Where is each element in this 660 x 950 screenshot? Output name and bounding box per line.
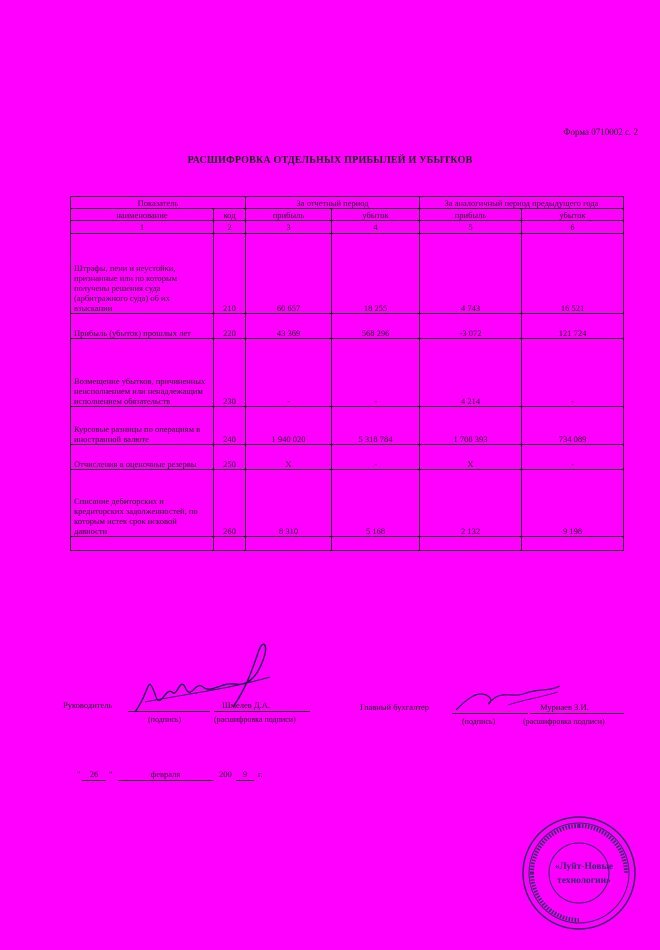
head-name: Шмелев Д.А. xyxy=(222,700,271,710)
head-sign-caption: (подпись) xyxy=(148,715,182,724)
row-previous-loss: - xyxy=(522,445,624,470)
row-code: 220 xyxy=(214,314,246,339)
row-name: Прибыль (убыток) прошлых лет xyxy=(71,314,214,339)
stamp-text-line1: «Луйт-Новые xyxy=(554,862,614,872)
col-number: 1 xyxy=(71,221,214,234)
head-name-line xyxy=(214,711,310,712)
table-row xyxy=(71,470,624,537)
col-number: 2 xyxy=(214,221,246,234)
table-row xyxy=(71,407,624,445)
header-current-period: За отчетный период xyxy=(246,197,420,209)
accountant-sign-caption: (подпись) xyxy=(462,717,496,726)
col-number: 4 xyxy=(332,221,420,234)
row-previous-loss: 121 724 xyxy=(522,314,624,339)
row-name: Отчисления в оценочные резервы xyxy=(71,445,214,470)
row-current-loss: 5 168 xyxy=(332,470,420,537)
table-row xyxy=(71,314,624,339)
accountant-name-caption: (расшифровка подписи) xyxy=(523,717,605,726)
date-open-quote: " xyxy=(77,769,81,779)
row-code: 260 xyxy=(214,470,246,537)
row-code: 250 xyxy=(214,445,246,470)
subheader-loss: убыток xyxy=(332,209,420,221)
row-current-profit: 1 940 020 xyxy=(246,407,332,445)
date-close-quote: " xyxy=(109,769,113,779)
row-previous-loss: 16 521 xyxy=(522,234,624,314)
row-code: 210 xyxy=(214,234,246,314)
subheader-code: код xyxy=(214,209,246,221)
row-name: Возмещение убытков, причиненных неисполнением или ненадлежащим исполнением обязательств xyxy=(71,339,214,407)
row-current-profit: - xyxy=(246,339,332,407)
row-previous-loss: 734 089 xyxy=(522,407,624,445)
row-current-loss: 18 255 xyxy=(332,234,420,314)
date-year-prefix: 200 xyxy=(219,769,232,779)
date-year-line xyxy=(236,780,254,781)
company-stamp xyxy=(520,814,638,932)
row-name: Списание дебиторских и кредиторских задолженностей, по которым истек срок исковой давности xyxy=(71,470,214,537)
head-signature xyxy=(125,632,275,727)
row-previous-profit: 4 214 xyxy=(420,339,522,407)
subheader-profit-prev: прибыль xyxy=(420,209,522,221)
row-current-profit: 8 310 xyxy=(246,470,332,537)
stamp-text-line2: технологии» xyxy=(557,876,611,886)
header-indicator: Показатель xyxy=(71,197,246,209)
table-row-empty xyxy=(71,537,624,551)
row-previous-profit: 1 708 393 xyxy=(420,407,522,445)
row-name: Курсовые разницы по операциям в иностранной валюте xyxy=(71,407,214,445)
form-code: Форма 0710002 с. 2 xyxy=(563,127,638,137)
accountant-name-line xyxy=(530,713,624,714)
head-label: Руководитель xyxy=(63,700,113,710)
table-row xyxy=(71,234,624,314)
row-code: 240 xyxy=(214,407,246,445)
row-previous-profit: -3 072 xyxy=(420,314,522,339)
accountant-label: Главный бухгалтер xyxy=(360,702,430,712)
row-current-loss: - xyxy=(332,339,420,407)
table-row xyxy=(71,445,624,470)
date-month-line xyxy=(118,780,213,781)
row-previous-profit: Х xyxy=(420,445,522,470)
row-previous-profit: 2 132 xyxy=(420,470,522,537)
header-previous-period: За аналогичный период предыдущего года xyxy=(420,197,624,209)
row-previous-loss: - xyxy=(522,339,624,407)
subheader-profit: прибыль xyxy=(246,209,332,221)
row-current-loss: 5 318 784 xyxy=(332,407,420,445)
row-current-loss: - xyxy=(332,445,420,470)
date-year-suffix: 9 xyxy=(242,769,248,779)
head-name-caption: (расшифровка подписи) xyxy=(214,715,296,724)
subheader-loss-prev: убыток xyxy=(522,209,624,221)
row-code: 230 xyxy=(214,339,246,407)
subheader-name: наименование xyxy=(71,209,214,221)
row-previous-profit: 4 743 xyxy=(420,234,522,314)
profits-losses-table xyxy=(70,196,624,551)
date-month: февраля xyxy=(150,769,181,779)
row-current-loss: 568 296 xyxy=(332,314,420,339)
table-row xyxy=(71,339,624,407)
date-year-end: г. xyxy=(258,769,263,779)
document-title: РАСШИФРОВКА ОТДЕЛЬНЫХ ПРИБЫЛЕЙ И УБЫТКОВ xyxy=(187,155,473,166)
row-previous-loss: 9 198 xyxy=(522,470,624,537)
row-current-profit: 43 369 xyxy=(246,314,332,339)
row-current-profit: Х xyxy=(246,445,332,470)
col-number: 3 xyxy=(246,221,332,234)
accountant-name: Муриаев З.И. xyxy=(540,702,589,712)
date-day: 26 xyxy=(89,769,99,779)
col-number: 5 xyxy=(420,221,522,234)
row-current-profit: 60 657 xyxy=(246,234,332,314)
date-day-line xyxy=(82,780,106,781)
col-number: 6 xyxy=(522,221,624,234)
row-name: Штрафы, пени и неустойки, признанные или по которым получены решения суда (арбитражного суда) об их взыскании xyxy=(71,234,214,314)
